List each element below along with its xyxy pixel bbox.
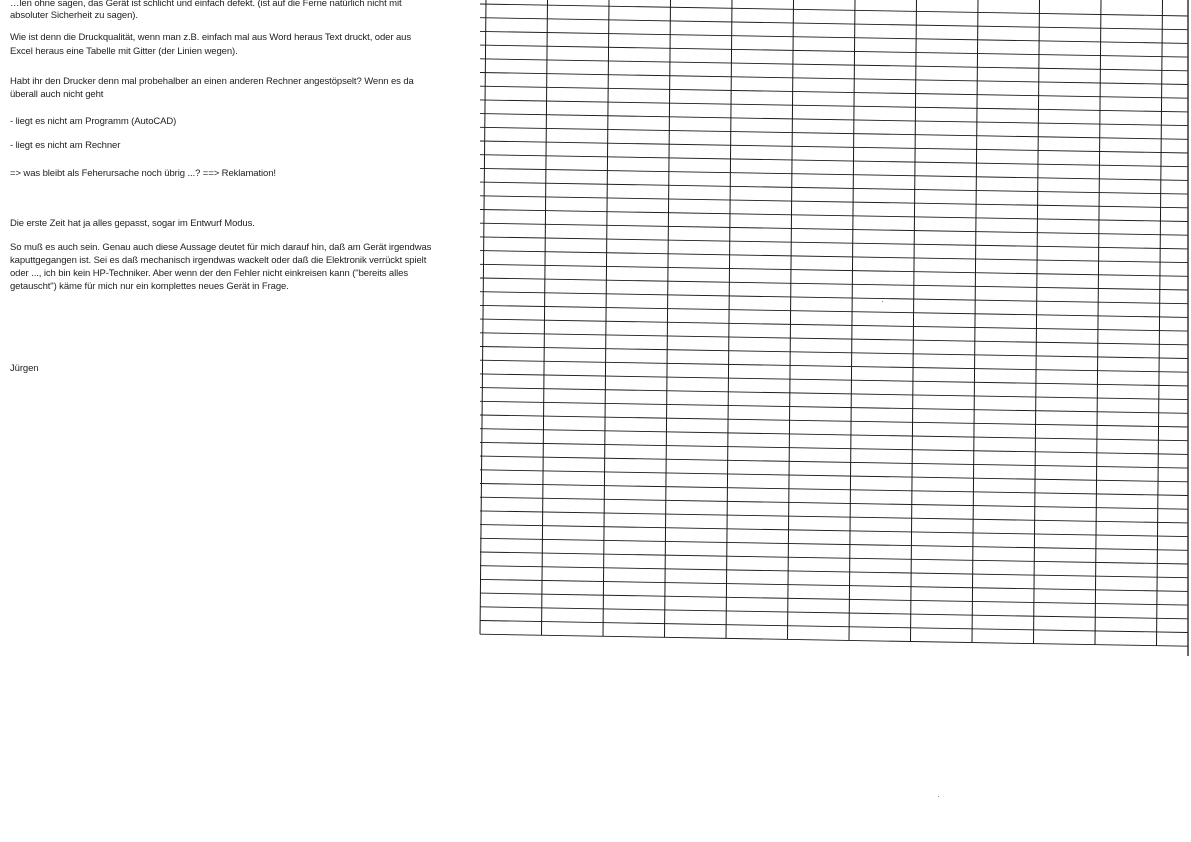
grid-row-line (480, 182, 1188, 194)
grid-row-line (480, 210, 1188, 222)
bullet-line: - liegt es nicht am Rechner (10, 140, 121, 151)
grid-row-line (480, 484, 1188, 496)
text-line: Habt ihr den Drucker denn mal probehalber an einen anderen Rechner angestöpselt? Wenn es da (10, 76, 414, 87)
text-line: getauscht") käme für mich nur ein komplettes neues Gerät in Frage. (10, 281, 289, 292)
grid-column-line (542, 0, 548, 635)
grid-row-line (480, 4, 1188, 16)
text-line: oder ..., ich bin kein HP-Techniker. Aber wenn der den Fehler nicht einkreisen kann ("bereits alles (10, 268, 408, 279)
grid-row-line (480, 360, 1188, 372)
grid-row-line (480, 31, 1188, 43)
grid-row-line (480, 401, 1188, 413)
grid-row-line (480, 319, 1188, 331)
grid-row-line (480, 114, 1188, 126)
text-line: So muß es auch sein. Genau auch diese Aussage deutet für mich darauf hin, daß am Gerät irgendwas (10, 242, 432, 253)
grid-row-line (480, 73, 1188, 85)
grid-row-line (480, 264, 1188, 276)
grid-row-line (480, 237, 1188, 249)
grid-row-line (480, 59, 1188, 71)
grid-row-line (480, 86, 1188, 98)
grid-row-line (480, 155, 1188, 167)
grid-row-line (480, 470, 1188, 482)
printed-grid-table (474, 0, 1191, 656)
text-line: Excel heraus eine Tabelle mit Gitter (der Linien wegen). (10, 46, 238, 57)
signature-name: Jürgen (10, 363, 39, 374)
grid-row-line (480, 388, 1188, 400)
grid-row-line (480, 127, 1188, 139)
grid-row-line (480, 374, 1188, 386)
grid-row-line (480, 278, 1188, 290)
grid-row-line (480, 579, 1188, 591)
grid-row-line (480, 607, 1188, 619)
grid-row-line (480, 251, 1188, 263)
grid-column-line (480, 0, 486, 634)
text-line: überall auch nicht geht (10, 89, 104, 100)
grid-row-line (480, 168, 1188, 180)
grid-row-line (480, 196, 1188, 208)
grid-column-line (1157, 0, 1163, 646)
grid-row-line (480, 525, 1188, 537)
conclusion-line: => was bleibt als Feherursache noch übrig ...? ==> Reklamation! (10, 168, 276, 179)
grid-row-line (480, 552, 1188, 564)
grid-row-line (480, 566, 1188, 578)
grid-row-line (480, 347, 1188, 359)
grid-column-line (972, 0, 978, 643)
text-line: …len ohne sagen, das Gerät ist schlicht und einfach defekt. (ist auf die Ferne natürlich nicht mit (10, 0, 402, 9)
text-line: Wie ist denn die Druckqualität, wenn man z.B. einfach mal aus Word heraus Text druckt, oder aus (10, 32, 411, 43)
grid-row-line (480, 497, 1188, 509)
grid-row-line (480, 141, 1188, 153)
grid-row-line (480, 100, 1188, 112)
grid-row-line (480, 292, 1188, 304)
grid-row-line (480, 223, 1188, 235)
grid-row-line (480, 18, 1188, 30)
grid-row-line (480, 45, 1188, 57)
grid-lines (474, 0, 1191, 656)
scan-speck (882, 301, 883, 302)
email-text-block (0, 0, 470, 842)
grid-row-line (480, 621, 1188, 633)
bullet-line: - liegt es nicht am Programm (AutoCAD) (10, 116, 177, 127)
text-line: absoluter Sicherheit zu sagen). (10, 10, 138, 21)
text-line: Die erste Zeit hat ja alles gepasst, sogar im Entwurf Modus. (10, 218, 255, 229)
grid-row-line (480, 415, 1188, 427)
grid-row-line (480, 429, 1188, 441)
scan-speck (938, 796, 939, 797)
text-line: kaputtgegangen ist. Sei es daß mechanisch irgendwas wackelt oder daß die Elektronik verrückt spielt (10, 255, 427, 266)
grid-row-line (480, 442, 1188, 454)
grid-row-line (480, 456, 1188, 468)
grid-row-line (480, 305, 1188, 317)
grid-row-line (480, 511, 1188, 523)
grid-row-line (480, 333, 1188, 345)
grid-row-line (480, 538, 1188, 550)
grid-column-line (1034, 0, 1040, 644)
grid-row-line (480, 634, 1188, 646)
grid-row-line (480, 593, 1188, 605)
